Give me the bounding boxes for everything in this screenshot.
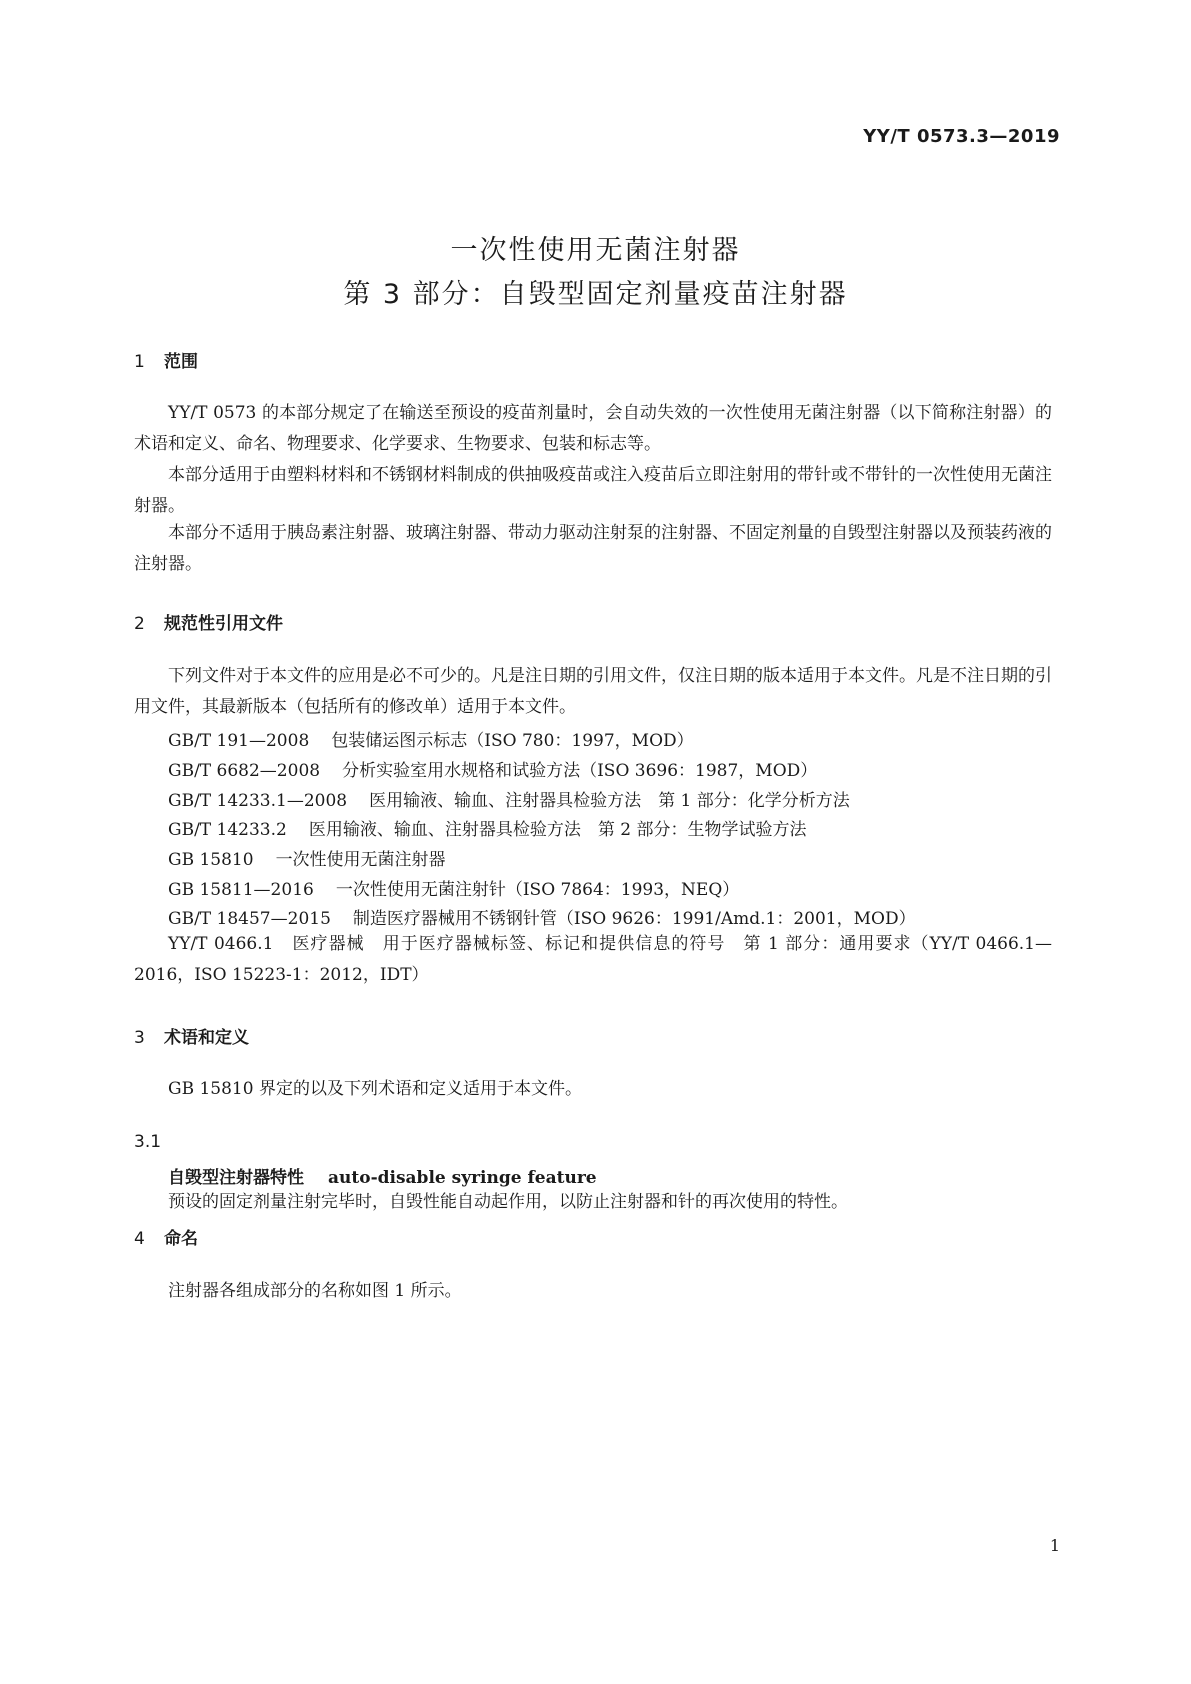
section-number: 2 xyxy=(134,614,145,634)
reference-item xyxy=(168,875,739,900)
term-number: 3.1 xyxy=(134,1132,162,1152)
reference-item xyxy=(168,726,694,751)
reference-name: 包装储运图示标志（ISO 780：1997，MOD） xyxy=(331,731,694,751)
term-name-en: auto-disable syringe feature xyxy=(328,1168,597,1188)
section-title: 规范性引用文件 xyxy=(164,614,283,634)
section-4-intro: 注射器各组成部分的名称如图 1 所示。 xyxy=(168,1281,462,1301)
reference-code: GB/T 191—2008 xyxy=(168,731,310,751)
reference-item xyxy=(168,904,916,929)
reference-name: 制造医疗器械用不锈钢针管（ISO 9626：1991/Amd.1：2001，MOD） xyxy=(352,909,916,929)
section-title: 术语和定义 xyxy=(164,1028,249,1048)
reference-code: GB/T 14233.2 xyxy=(168,820,287,840)
section-number: 3 xyxy=(134,1028,145,1048)
section-1-paragraph-1: YY/T 0573 的本部分规定了在输送至预设的疫苗剂量时，会自动失效的一次性使用无菌注射器（以下简称注射器）的术语和定义、命名、物理要求、化学要求、生物要求、包装和标志等。 xyxy=(134,403,1052,454)
reference-code: GB/T 6682—2008 xyxy=(168,761,321,781)
reference-item xyxy=(168,845,446,870)
term-name-zh: 自毁型注射器特性 xyxy=(168,1168,304,1188)
reference-name: 一次性使用无菌注射器 xyxy=(275,850,446,870)
page-number: 1 xyxy=(1049,1536,1060,1555)
reference-item-last: YY/T 0466.1 医疗器械 用于医疗器械标签、标记和提供信息的符号 第 1 部分：通用要求（YY/T 0466.1—2016，ISO 15223-1：2012，IDT） xyxy=(134,934,1052,985)
section-1-heading xyxy=(134,347,198,372)
term-entry xyxy=(168,1163,597,1188)
title-line-2: 第 3 部分：自毁型固定剂量疫苗注射器 xyxy=(343,279,848,310)
section-1-paragraph-3: 本部分不适用于胰岛素注射器、玻璃注射器、带动力驱动注射泵的注射器、不固定剂量的自毁型注射器以及预装药液的注射器。 xyxy=(134,523,1052,574)
reference-name: 医用输液、输血、注射器具检验方法 第 1 部分：化学分析方法 xyxy=(369,791,850,811)
section-2-intro: 下列文件对于本文件的应用是必不可少的。凡是注日期的引用文件，仅注日期的版本适用于本文件。凡是不注日期的引用文件，其最新版本（包括所有的修改单）适用于本文件。 xyxy=(134,666,1052,717)
section-1-paragraph-2: 本部分适用于由塑料材料和不锈钢材料制成的供抽吸疫苗或注入疫苗后立即注射用的带针或不带针的一次性使用无菌注射器。 xyxy=(134,465,1052,516)
reference-name: 医用输液、输血、注射器具检验方法 第 2 部分：生物学试验方法 xyxy=(308,820,807,840)
section-title: 命名 xyxy=(164,1229,198,1249)
reference-name: 一次性使用无菌注射针（ISO 7864：1993，NEQ） xyxy=(335,880,740,900)
section-3-heading xyxy=(134,1023,249,1048)
reference-item xyxy=(168,786,850,811)
term-definition: 预设的固定剂量注射完毕时，自毁性能自动起作用，以防止注射器和针的再次使用的特性。 xyxy=(168,1192,848,1212)
section-4-heading xyxy=(134,1224,198,1249)
reference-item xyxy=(168,756,817,781)
reference-code: GB/T 14233.1—2008 xyxy=(168,791,348,811)
reference-code: GB 15810 xyxy=(168,850,254,870)
section-3-intro: GB 15810 界定的以及下列术语和定义适用于本文件。 xyxy=(168,1079,582,1099)
reference-name: 分析实验室用水规格和试验方法（ISO 3696：1987，MOD） xyxy=(342,761,818,781)
reference-code: GB 15811—2016 xyxy=(168,880,314,900)
standard-code: YY/T 0573.3—2019 xyxy=(863,126,1060,147)
title-line-1: 一次性使用无菌注射器 xyxy=(450,235,741,266)
reference-code: GB/T 18457—2015 xyxy=(168,909,331,929)
section-2-heading xyxy=(134,609,283,634)
section-number: 1 xyxy=(134,352,145,372)
section-number: 4 xyxy=(134,1229,145,1249)
reference-item xyxy=(168,815,806,840)
section-title: 范围 xyxy=(164,352,198,372)
